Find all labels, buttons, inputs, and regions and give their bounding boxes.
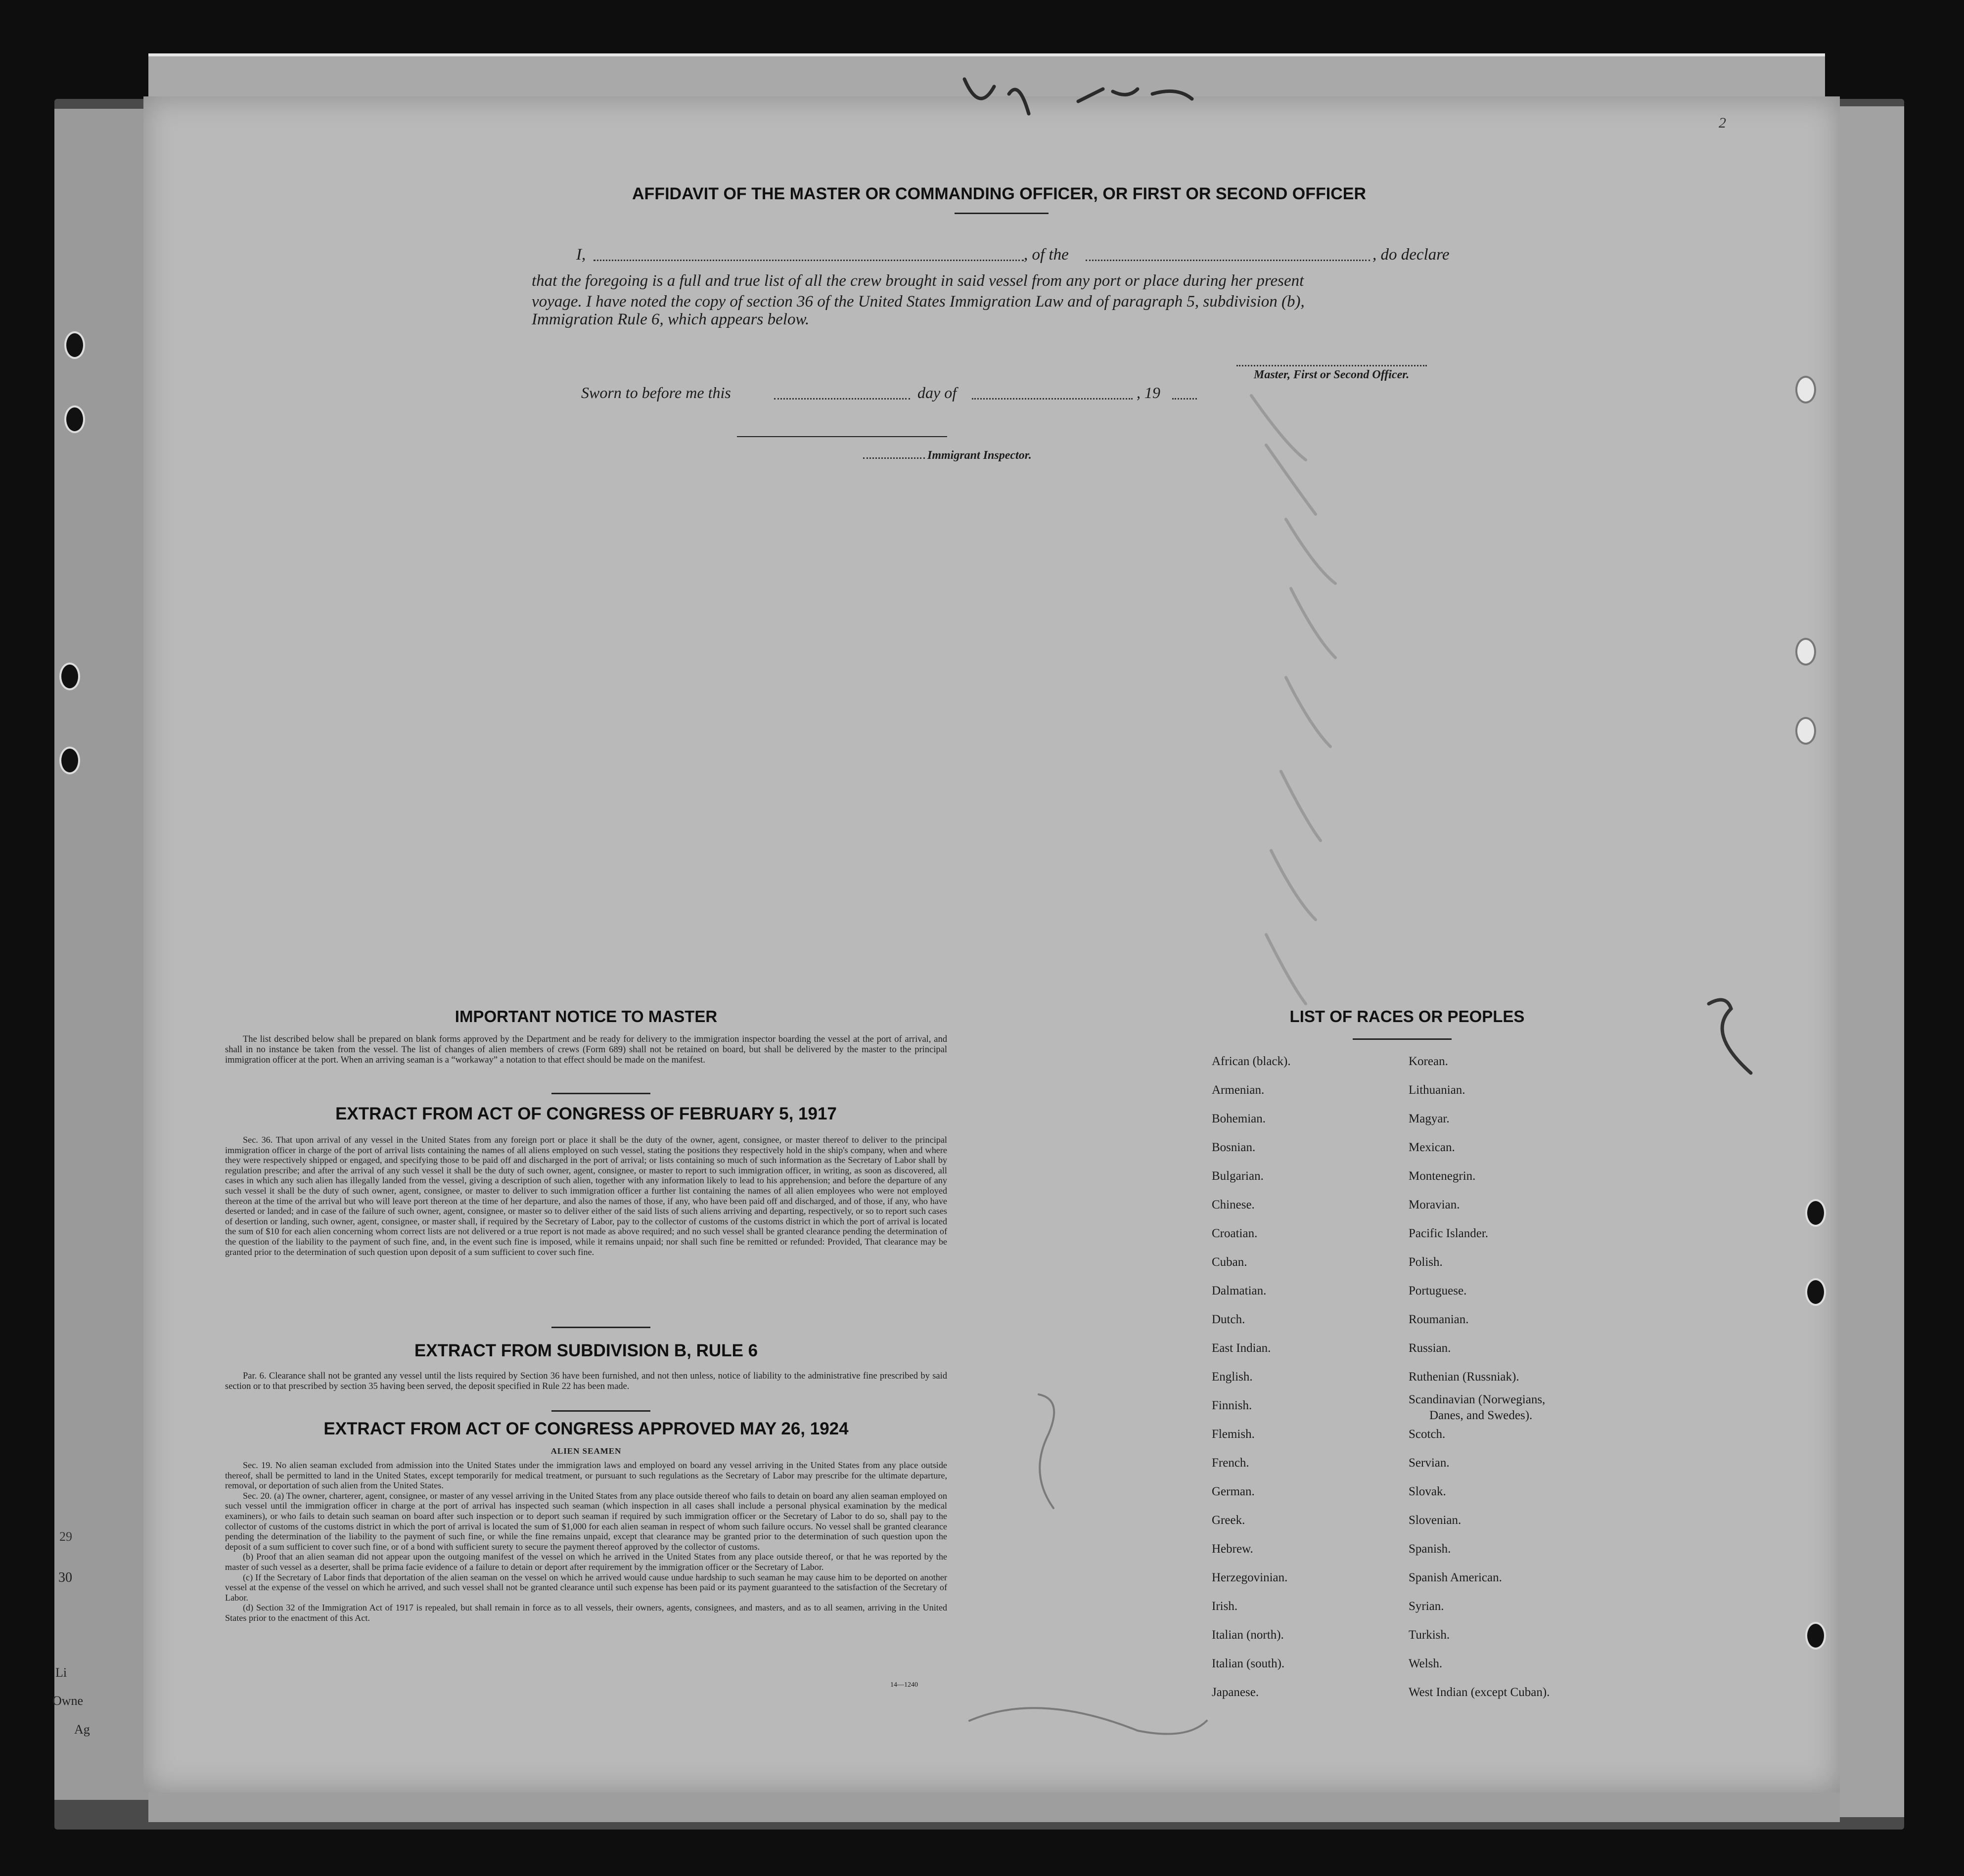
race-item: Magyar. — [1409, 1112, 1450, 1125]
extract-1917-title: EXTRACT FROM ACT OF CONGRESS OF FEBRUARY 5, 1917 — [335, 1104, 837, 1123]
binder-hole — [59, 663, 80, 690]
section-36-text: Sec. 36. That upon arrival of any vessel in the United States from any foreign port or place it shall be the duty of the owner, agent, consignee, or master thereof to deliver to the principal immigration officer in charge of the port of arrival lists containing the names of all aliens employed on such vessel, stating the positions they respectively hold in the ship's company, when and where they were respectively shipped or engaged, and specifying those to be paid off and discharged in the port of arrival; or lists containing so much of such information as the Secretary of Labor shall by regulation prescribe; and after the arrival of any such vessel it shall be the duty of such owner, agent, consignee, or master to report to such immigration officer, in writing, as soon as discovered, all cases in which any such alien has illegally landed from the vessel, giving a description of such alien, together with any information likely to lead to his apprehension; and before the departure of any such vessel it shall be the duty of such owner, agent, consignee, or master to deliver to such immigration officer a further list containing the names of all alien employees who were not employed thereon at the time of the arrival but who will leave port thereon at the time of her departure, and also the names of those, if any, who have been paid off and discharged, and of those, if any, who have deserted or landed; and in case of the failure of such owner, agent, consignee, or master so to deliver either of the said lists of such aliens arriving and departing, respectively, or so to report such cases of desertion or landing, such owner, agent, consignee, or master shall, if required by the Secretary of Labor, pay to the collector of customs of the customs district in which the port of arrival is located the sum of $10 for each alien concerning whom correct lists are not delivered or a true report is not made as above required; and no such vessel shall be granted clearance pending the determination of the question of the liability to the payment of such fine, and, in the event such fine is imposed, while it remains unpaid; nor shall such fine be remitted or refunded: Provided, That clearance may be granted prior to the determination of such question upon deposit of a sum sufficient to cover such fine. — [225, 1135, 947, 1257]
race-item: Chinese. — [1212, 1198, 1255, 1211]
section-19-text: Sec. 19. No alien seaman excluded from admission into the United States under the immigration laws and employed on board any vessel arriving in the United States from any place outside thereof, shall be permitted to land in the United States, except temporarily for medical treatment, or pursuant to such regulations as the Secretary of Labor may prescribe for the ultimate departure, removal, or deportation of such alien from the United States. — [225, 1460, 947, 1491]
affidavit-line3: voyage. I have noted the copy of section 36 of the United States Immigration Law and of paragraph 5, subdivision (b), — [532, 293, 1305, 311]
race-right-continuation: Danes, and Swedes). — [1429, 1409, 1533, 1422]
binder-hole — [1805, 1278, 1826, 1306]
binder-hole — [1805, 1199, 1826, 1227]
binder-hole — [59, 747, 80, 774]
race-item: Dutch. — [1212, 1313, 1245, 1326]
divider — [551, 1410, 650, 1412]
margin-text-li: Li — [55, 1665, 67, 1680]
binder-hole — [64, 405, 85, 433]
inspector-dotline — [863, 457, 925, 459]
rule6-title: EXTRACT FROM SUBDIVISION B, RULE 6 — [414, 1341, 758, 1360]
race-item: Slovenian. — [1409, 1514, 1462, 1527]
vessel-blank[interactable] — [1086, 260, 1370, 261]
margin-text-ag: Ag — [74, 1722, 90, 1737]
race-item: African (black). — [1212, 1055, 1291, 1068]
race-item: Russian. — [1409, 1341, 1451, 1355]
race-item: Finnish. — [1212, 1399, 1252, 1412]
race-item: Servian. — [1409, 1456, 1450, 1470]
margin-text-owne: Owne — [52, 1694, 84, 1708]
race-item: Korean. — [1409, 1055, 1448, 1068]
race-item: Lithuanian. — [1409, 1083, 1465, 1097]
race-item: Bohemian. — [1212, 1112, 1266, 1125]
right-page-edge — [1840, 106, 1904, 1817]
year-blank[interactable] — [1172, 398, 1197, 400]
affidavit-title: AFFIDAVIT OF THE MASTER OR COMMANDING OFFICER, OR FIRST OR SECOND OFFICER — [632, 184, 1366, 203]
race-item: Welsh. — [1409, 1657, 1443, 1670]
rule6-text: Par. 6. Clearance shall not be granted any vessel until the lists required by Section 36 have been furnished, and not then unless, notice of liability to the administrative fine prescribed by said section or to that prescribed by section 35 having been served, the deposit specified in Rule 22 has been made. — [225, 1371, 947, 1391]
races-title: LIST OF RACES OR PEOPLES — [1289, 1007, 1525, 1026]
race-item: Herzegovinian. — [1212, 1571, 1288, 1584]
year-label: , 19 — [1137, 384, 1160, 402]
race-item: Cuban. — [1212, 1255, 1247, 1269]
section-20c-text: (c) If the Secretary of Labor finds that deportation of the alien seaman on the vessel on which he arrived would cause undue hardship to such seaman he may cause him to be deported on another vessel at the expense of the vessel on which he arrived, and such vessel shall not be granted clearance until such expense has been paid or its payment guaranteed to the satisfaction of the Secretary of Labor. — [225, 1572, 947, 1603]
race-item: German. — [1212, 1485, 1255, 1498]
rule6-body — [225, 1371, 947, 1392]
day-of-label: day of — [917, 384, 957, 402]
race-item: Spanish. — [1409, 1542, 1451, 1556]
race-item: Croatian. — [1212, 1227, 1258, 1240]
notice-body — [225, 1034, 947, 1066]
name-blank[interactable] — [594, 260, 1024, 261]
margin-number-29: 29 — [59, 1529, 72, 1544]
binder-hole — [1795, 717, 1816, 745]
race-item: Ruthenian (Russniak). — [1409, 1370, 1519, 1384]
alien-seamen-subtitle: ALIEN SEAMEN — [550, 1446, 622, 1456]
race-item: Hebrew. — [1212, 1542, 1253, 1556]
month-blank[interactable] — [972, 398, 1133, 400]
race-item: Pacific Islander. — [1409, 1227, 1489, 1240]
binder-hole — [64, 331, 85, 359]
divider — [551, 1093, 650, 1094]
race-item: Spanish American. — [1409, 1571, 1502, 1584]
section-20b-text: (b) Proof that an alien seaman did not appear upon the outgoing manifest of the vessel on which he arrived in the United States from any place outside thereof, or that he was reported by the master of such vessel as a deserter, shall be prima facie evidence of a failure to detain or deport after requirement by the immigration officer or the Secretary of Labor. — [225, 1552, 947, 1572]
extract-1924-title: EXTRACT FROM ACT OF CONGRESS APPROVED MAY 26, 1924 — [323, 1419, 849, 1438]
race-item: Bulgarian. — [1212, 1169, 1264, 1183]
race-item: French. — [1212, 1456, 1249, 1470]
race-item: Slovak. — [1409, 1485, 1446, 1498]
race-item: Mexican. — [1409, 1141, 1455, 1154]
master-signature-label: Master, First or Second Officer. — [1254, 368, 1410, 381]
race-item: Moravian. — [1409, 1198, 1460, 1211]
inspector-label: Immigrant Inspector. — [927, 449, 1032, 462]
affidavit-i: I, — [576, 246, 586, 264]
race-item: West Indian (except Cuban). — [1409, 1686, 1550, 1699]
race-item: Syrian. — [1409, 1600, 1444, 1613]
race-item: Irish. — [1212, 1600, 1238, 1613]
race-item: Italian (north). — [1212, 1628, 1284, 1642]
race-item: Turkish. — [1409, 1628, 1450, 1642]
sworn-date-blank[interactable] — [774, 398, 910, 400]
margin-number-30: 30 — [58, 1570, 72, 1585]
affidavit-declare: , do declare — [1372, 246, 1450, 264]
race-item: Polish. — [1409, 1255, 1443, 1269]
inspector-signature-line — [737, 436, 947, 437]
form-number: 14—1240 — [890, 1681, 918, 1689]
left-page-edge — [54, 109, 148, 1800]
sworn-label: Sworn to before me this — [581, 384, 731, 402]
notice-text: The list described below shall be prepared on blank forms approved by the Department and be ready for delivery to the immigration inspector boarding the vessel at the port of arrival, and shall in no instance be taken from the vessel. The list of changes of alien members of crews (Form 689) shall not be retained on board, but shall be delivered by the master to the principal immigration officer at the port. When an arriving seaman is a “workaway” a notation to that effect should be made on the manifest. — [225, 1034, 947, 1065]
affidavit-line2: that the foregoing is a full and true list of all the crew brought in said vessel from any port or place during her present — [532, 272, 1304, 290]
top-corner-number: 2 — [1719, 115, 1726, 131]
races-underline — [1353, 1038, 1452, 1040]
race-item: Flemish. — [1212, 1428, 1255, 1441]
race-item: Italian (south). — [1212, 1657, 1285, 1670]
race-item: Montenegrin. — [1409, 1169, 1476, 1183]
race-item: English. — [1212, 1370, 1253, 1384]
race-item: Dalmatian. — [1212, 1284, 1267, 1297]
title-underline — [955, 213, 1049, 214]
binder-hole — [1805, 1622, 1826, 1650]
binder-hole — [1795, 376, 1816, 403]
race-item: Portuguese. — [1409, 1284, 1467, 1297]
affidavit-of-the: , of the — [1024, 246, 1069, 264]
extract-1924-body — [225, 1460, 947, 1623]
race-item: Bosnian. — [1212, 1141, 1256, 1154]
race-item: Armenian. — [1212, 1083, 1265, 1097]
section-20d-text: (d) Section 32 of the Immigration Act of 1917 is repealed, but shall remain in force as to all vessels, their owners, agents, consignees, and masters, and as to all seamen, arriving in the United States prior to the enactment of this Act. — [225, 1603, 947, 1623]
race-item: Japanese. — [1212, 1686, 1259, 1699]
divider — [551, 1327, 650, 1328]
section-20a-text: Sec. 20. (a) The owner, charterer, agent, consignee, or master of any vessel arriving in the United States from any place outside thereof who fails to detain on board any alien seaman employed on such vessel until the immigration officer in charge at the port of arrival has inspected such seaman (which inspection in all cases shall include a personal physical examination by the medical examiners), or who fails to detain such seaman on board after such inspection or to deport such seaman if required by such immigration officer or the Secretary of Labor to do so, shall pay to the collector of customs of the customs district in which the port of arrival is located the sum of $1,000 for each alien seaman in respect of whom such failure occurs. No vessel shall be granted clearance pending the determination of the liability to the payment of such fine, or while the fine remains unpaid, except that clearance may be granted prior to the determination of such question upon the deposit of a sum sufficient to cover such fine, or of a bond with sufficient surety to secure the payment thereof approved by the collector of customs. — [225, 1490, 947, 1552]
race-item: Roumanian. — [1409, 1313, 1469, 1326]
master-signature-line[interactable] — [1236, 365, 1427, 366]
notice-title: IMPORTANT NOTICE TO MASTER — [455, 1007, 718, 1026]
race-item: Scotch. — [1409, 1428, 1446, 1441]
race-item: East Indian. — [1212, 1341, 1271, 1355]
race-item: Greek. — [1212, 1514, 1245, 1527]
binder-hole — [1795, 638, 1816, 666]
affidavit-line4: Immigration Rule 6, which appears below. — [532, 311, 810, 328]
extract-1917-body — [225, 1135, 947, 1257]
race-item: Scandinavian (Norwegians, — [1409, 1393, 1546, 1406]
bottom-page-edge — [148, 1792, 1840, 1822]
